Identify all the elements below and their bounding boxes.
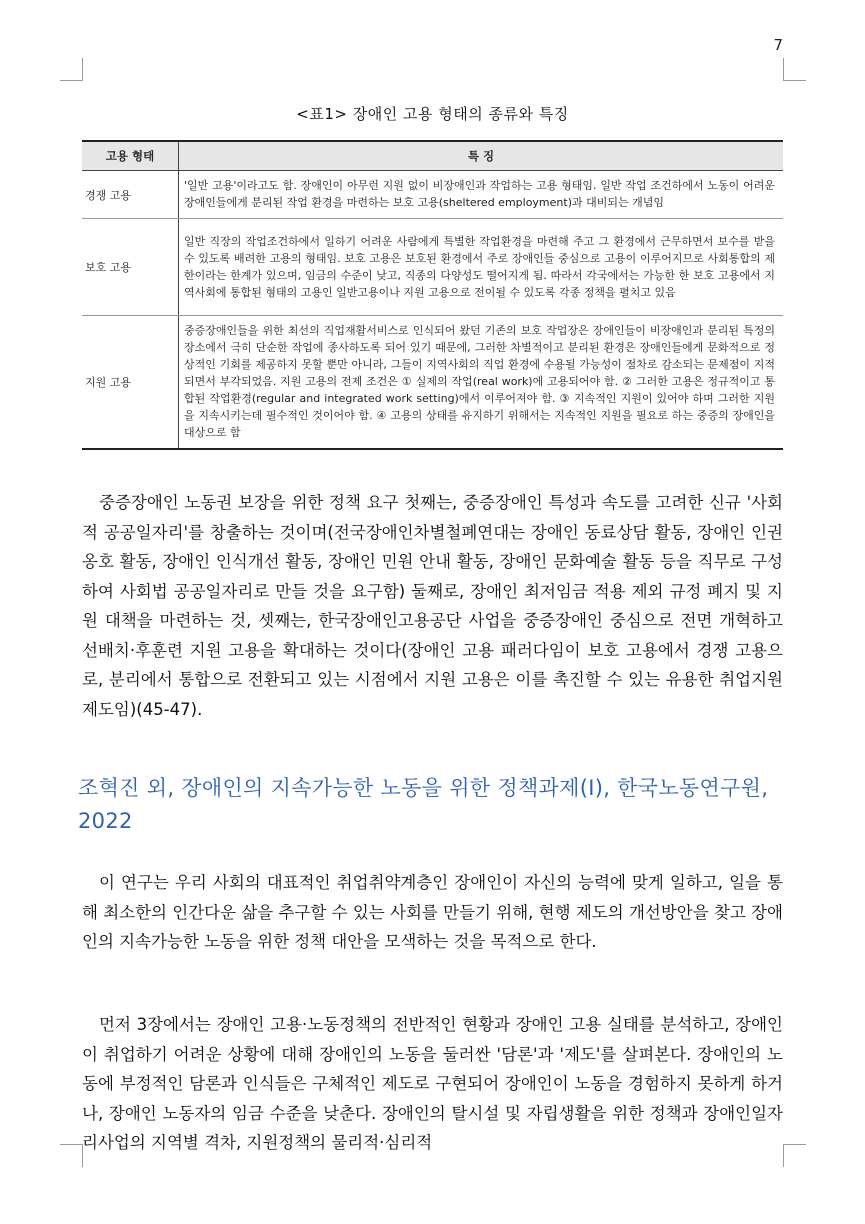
page-number: 7: [773, 36, 783, 54]
crop-mark-top-left: [60, 58, 83, 81]
table-row: [82, 316, 783, 450]
crop-mark-bottom-right: [783, 1144, 806, 1167]
employment-types-table: [82, 140, 783, 450]
column-header-features: 특 징: [179, 141, 784, 171]
employment-type-cell: 지원 고용: [82, 316, 179, 450]
employment-desc-cell: 일반 직장의 작업조건하에서 일하기 어려운 사람에게 특별한 작업환경을 마련해 주고 그 환경에서 근무하면서 보수를 받을 수 있도록 배려한 고용의 형태임. 보호 고용은 보호된 환경에서 주로 장애인들 중심으로 고용이 이루어지므로 사회통합의 제한이라는 한계가 있으며, 임금의 수준이 낮고, 직종의 다양성도 떨어지게 됨. 따라서 각국에서는 가능한 한 보호 고용에서 지역사회에 통합된 형태의 고용인 일반고용이나 지원 고용으로 전이될 수 있도록 각종 정책을 펼치고 있음: [179, 219, 784, 316]
body-paragraph: 이 연구는 우리 사회의 대표적인 취업취약계층인 장애인이 자신의 능력에 맞게 일하고, 일을 통해 최소한의 인간다운 삶을 추구할 수 있는 사회를 만들기 위해, 현행 제도의 개선방안을 찾고 장애인의 지속가능한 노동을 위한 정책 대안을 모색하는 것을 목적으로 한다.: [82, 873, 783, 951]
employment-type-cell: 경쟁 고용: [82, 171, 179, 219]
table-row: [82, 219, 783, 316]
body-paragraph: 먼저 3장에서는 장애인 고용·노동정책의 전반적인 현황과 장애인 고용 실태를 분석하고, 장애인이 취업하기 어려운 상황에 대해 장애인의 노동을 둘러싼 '담론'과 '제도'를 살펴본다. 장애인의 노동에 부정적인 담론과 인식들은 구체적인 제도로 구현되어 장애인이 노동을 경험하지 못하게 하거나, 장애인 노동자의 임금 수준을 낮춘다. 장애인의 탈시설 및 자립생활을 위한 정책과 장애인일자리사업의 지역별 격차, 지원정책의 물리적·심리적: [82, 1015, 783, 1152]
employment-desc-cell: '일반 고용'이라고도 함. 장애인이 아무런 지원 없이 비장애인과 작업하는 고용 형태임. 일반 작업 조건하에서 노동이 어려운 장애인들에게 분리된 작업 환경을 마련하는 보호 고용(sheltered employment)과 대비되는 개념임: [179, 171, 784, 219]
employment-type-cell: 보호 고용: [82, 219, 179, 316]
crop-mark-bottom-left: [60, 1144, 83, 1167]
employment-desc-cell: 중증장애인들을 위한 최선의 직업재활서비스로 인식되어 왔던 기존의 보호 작업장은 장애인들이 비장애인과 분리된 특정의 장소에서 극히 단순한 작업에 종사하도록 되어 있기 때문에, 그러한 차별적이고 분리된 환경은 장애인들에게 문화적으로 정상적인 기회를 제공하지 못할 뿐만 아니라, 그들이 지역사회의 직업 환경에 수용될 가능성이 점차로 감소되는 문제점이 지적되면서 부각되었음. 지원 고용의 전제 조건은 ① 실제의 작업(real work)에 고용되어야 함. ② 그러한 고용은 정규적이고 통합된 작업환경(regular and integrated work setting)에서 이루어져야 함. ③ 지속적인 지원이 있어야 하며 그러한 지원을 지속시키는데 필수적인 것이어야 함. ④ 고용의 상태를 유지하기 위해서는 지속적인 지원을 필요로 하는 중증의 장애인을 대상으로 함: [179, 316, 784, 450]
crop-mark-top-right: [783, 58, 806, 81]
section-heading: 조혁진 외, 장애인의 지속가능한 노동을 위한 정책과제(I), 한국노동연구원, 2022: [78, 776, 769, 833]
table-caption: <표1> 장애인 고용 형태의 종류와 특징: [296, 105, 569, 123]
table-row: [82, 171, 783, 219]
column-header-type: 고용 형태: [82, 141, 179, 171]
body-paragraph: 중증장애인 노동권 보장을 위한 정책 요구 첫째는, 중증장애인 특성과 속도를 고려한 신규 '사회적 공공일자리'를 창출하는 것이며(전국장애인차별철폐연대는 장애인 동료상담 활동, 장애인 인권옹호 활동, 장애인 인식개선 활동, 장애인 민원 안내 활동, 장애인 문화예술 활동 등을 직무로 구성하여 사회법 공공일자리로 만들 것을 요구함) 둘째로, 장애인 최저임금 적용 제외 규정 폐지 및 지원 대책을 마련하는 것, 셋째는, 한국장애인고용공단 사업을 중증장애인 중심으로 전면 개혁하고 선배치·후훈련 지원 고용을 확대하는 것이다(장애인 고용 패러다임이 보호 고용에서 경쟁 고용으로, 분리에서 통합으로 전환되고 있는 시점에서 지원 고용은 이를 촉진할 수 있는 유용한 취업지원 제도임)(45-47).: [82, 493, 783, 719]
table-header-row: [82, 141, 783, 171]
